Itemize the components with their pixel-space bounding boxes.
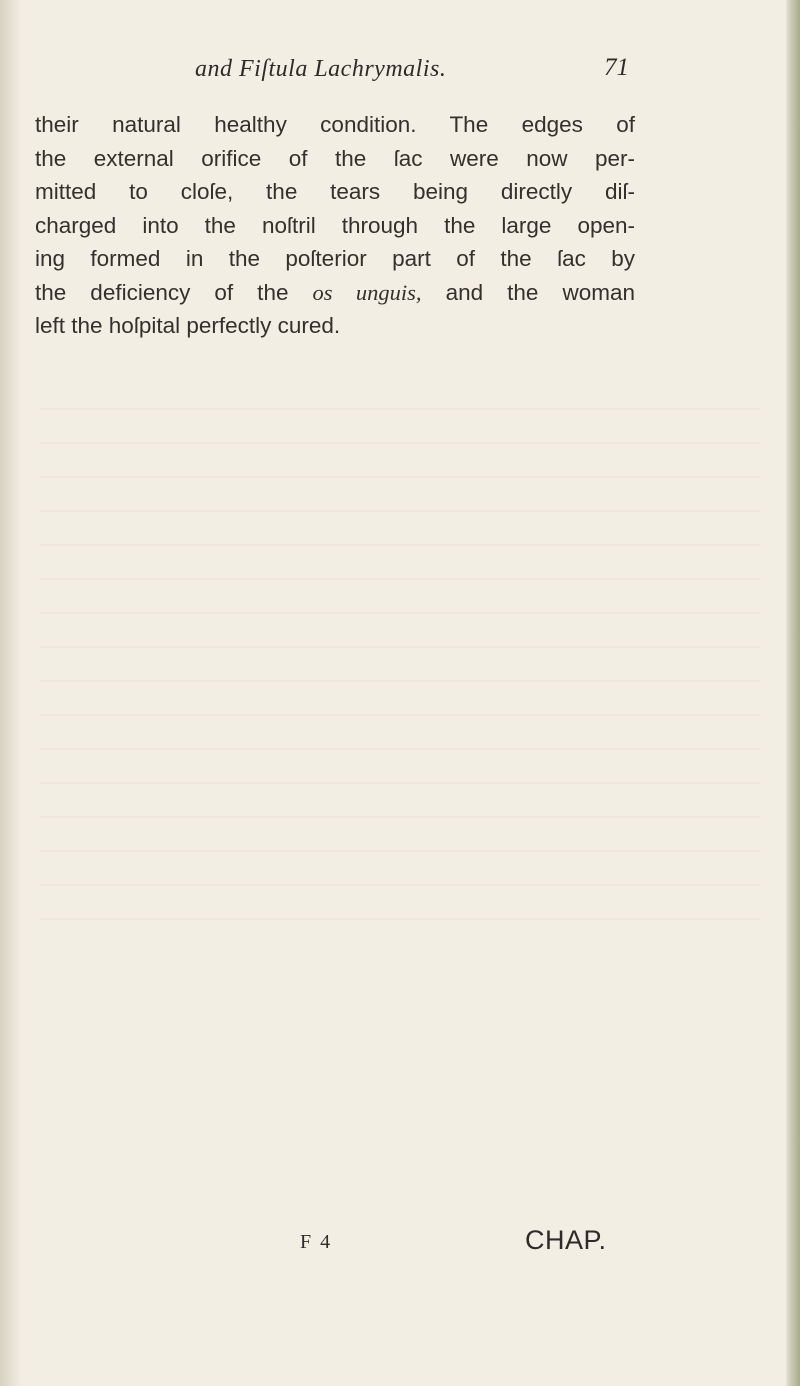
page-edge (786, 0, 800, 1386)
text-line (35, 276, 635, 310)
text-line: charged into the noſtril through the large open- (35, 212, 635, 238)
page-footer (0, 1225, 800, 1265)
running-title: and Fiſtula Lachrymalis. (195, 56, 447, 82)
show-through-texture (40, 400, 760, 920)
text-line: ing formed in the poſterior part of the ſac by (35, 246, 635, 271)
page-number: 71 (604, 54, 629, 81)
text-line: their natural healthy condition. The edges of (35, 112, 635, 137)
signature-mark: F 4 (300, 1231, 333, 1253)
text-segment: the deficiency of the (35, 279, 313, 305)
page-gutter-shadow (0, 0, 22, 1386)
text-segment: and the woman (421, 279, 635, 305)
text-line: the external orifice of the ſac were now per- (35, 145, 635, 171)
latin-term: os unguis, (312, 279, 422, 305)
text-line: mitted to cloſe, the tears being directly diſ- (35, 179, 635, 204)
body-text (35, 108, 635, 343)
page-header (0, 56, 800, 96)
catchword: CHAP. (525, 1225, 607, 1255)
text-line: left the hoſpital perfectly cured. (35, 313, 341, 338)
